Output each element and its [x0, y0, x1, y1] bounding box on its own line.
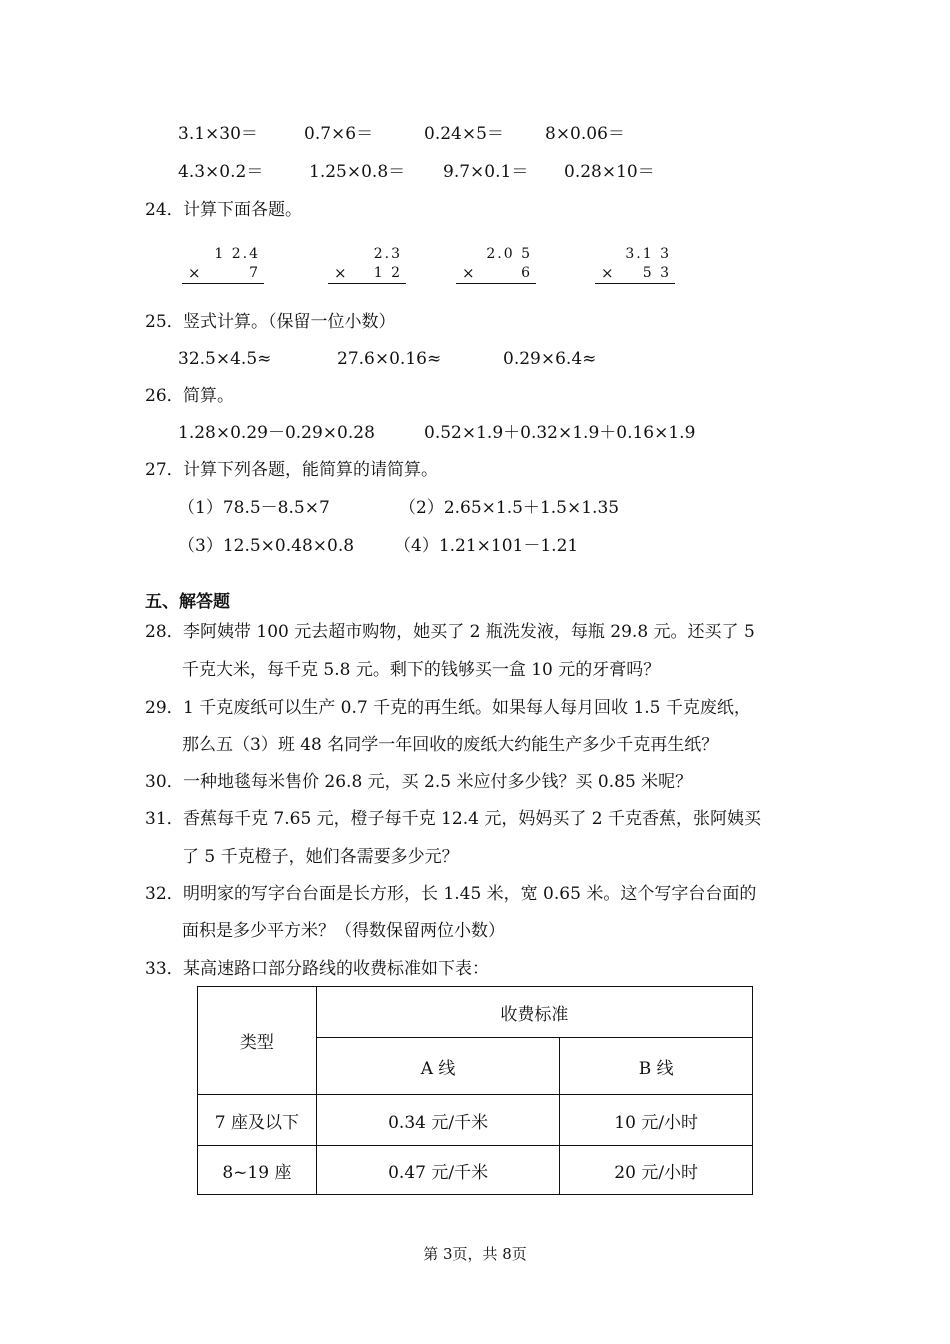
type-cell: 7 座及以下: [198, 1095, 317, 1146]
toll-fee-table: [197, 986, 753, 1195]
calc-rule-line: [595, 283, 675, 284]
question-text: 简算。: [183, 386, 234, 406]
question-25: [145, 311, 396, 333]
question-text: 1 千克废纸可以生产 0.7 千克的再生纸。如果每人每月回收 1.5 千克废纸，: [183, 698, 751, 718]
line-a-cell: 0.47 元/千米: [316, 1146, 560, 1195]
vertical-multiplication: [456, 246, 536, 286]
question-27: [145, 459, 438, 481]
question-text: 竖式计算。（保留一位小数）: [183, 312, 396, 332]
question-number: 32．: [145, 884, 184, 904]
calc-item: （1）78.5－8.5×7: [178, 498, 330, 518]
question-text: 李阿姨带 100 元去超市购物，她买了 2 瓶洗发液，每瓶 29.8 元。还买了 5: [183, 622, 755, 642]
question-30: [145, 771, 692, 793]
times-sign: ×: [462, 264, 475, 282]
question-26: [145, 385, 234, 407]
question-text: 一种地毯每米售价 26.8 元，买 2.5 米应付多少钱？买 0.85 米呢？: [183, 772, 693, 792]
calc-item: 32.5×4.5≈: [178, 349, 272, 369]
question-24: [145, 199, 302, 221]
multiplicand: 2.0 5: [486, 246, 532, 262]
question-text: 计算下列各题，能简算的请简算。: [183, 460, 438, 480]
question-28: [145, 621, 755, 643]
vertical-multiplication: [328, 246, 406, 286]
question-number: 31．: [145, 809, 184, 829]
oral-calc-item: 0.7×6＝: [304, 124, 374, 144]
line-b-cell: 20 元/小时: [560, 1146, 753, 1195]
line-a-header-cell: A 线: [316, 1038, 560, 1095]
calc-item: （2）2.65×1.5＋1.5×1.35: [399, 498, 620, 518]
multiplicand: 1 2.4: [214, 246, 260, 262]
table-header-row: [198, 987, 753, 1038]
calc-item: 0.29×6.4≈: [503, 349, 597, 369]
multiplicand: 3.1 3: [625, 246, 671, 262]
times-sign: ×: [601, 264, 614, 282]
oral-calc-item: 1.25×0.8＝: [309, 162, 406, 182]
table-row: [198, 1146, 753, 1195]
question-29: [145, 697, 751, 719]
question-text: 某高速路口部分路线的收费标准如下表：: [183, 959, 489, 979]
oral-calc-item: 3.1×30＝: [178, 124, 258, 144]
calc-item: 0.52×1.9＋0.32×1.9＋0.16×1.9: [424, 423, 696, 443]
question-text: 明明家的写字台台面是长方形，长 1.45 米，宽 0.65 米。这个写字台台面的: [183, 884, 757, 904]
question-text: 香蕉每千克 7.65 元，橙子每千克 12.4 元，妈妈买了 2 千克香蕉，张阿姨买: [183, 809, 761, 829]
question-text-continued: 那么五（3）班 48 名同学一年回收的废纸大约能生产多少千克再生纸？: [182, 735, 719, 755]
type-cell: 8~19 座: [198, 1146, 317, 1195]
oral-calc-item: 8×0.06＝: [545, 124, 625, 144]
oral-calc-item: 4.3×0.2＝: [178, 162, 264, 182]
multiplier: 6: [521, 265, 532, 281]
question-33: [145, 958, 489, 980]
question-number: 27．: [145, 460, 184, 480]
question-text-continued: 面积是多少平方米？（得数保留两位小数）: [182, 921, 505, 941]
line-b-header-cell: B 线: [560, 1038, 753, 1095]
question-text: 计算下面各题。: [183, 200, 302, 220]
question-text-continued: 了 5 千克橙子，她们各需要多少元？: [182, 847, 459, 867]
question-number: 30．: [145, 772, 184, 792]
fee-header-cell: 收费标准: [316, 987, 752, 1038]
calc-item: （3）12.5×0.48×0.8: [178, 536, 355, 556]
question-32: [145, 883, 756, 905]
question-number: 28．: [145, 622, 184, 642]
vertical-multiplication: [182, 246, 264, 286]
table-row: [198, 1095, 753, 1146]
calc-item: （4）1.21×101－1.21: [394, 536, 579, 556]
multiplier: 1 2: [373, 265, 402, 281]
calc-item: 1.28×0.29－0.29×0.28: [178, 423, 375, 443]
calc-rule-line: [182, 283, 264, 284]
question-31: [145, 808, 761, 830]
times-sign: ×: [334, 264, 347, 282]
multiplier: 7: [249, 265, 260, 281]
page-footer: 第 3页，共 8页: [423, 1245, 527, 1263]
question-number: 33．: [145, 959, 184, 979]
calc-rule-line: [328, 283, 406, 284]
vertical-multiplication: [595, 246, 675, 286]
multiplicand: 2.3: [373, 246, 402, 262]
question-text-continued: 千克大米，每千克 5.8 元。剩下的钱够买一盒 10 元的牙膏吗？: [182, 660, 661, 680]
oral-calc-item: 0.24×5＝: [424, 124, 504, 144]
question-number: 29．: [145, 698, 184, 718]
line-a-cell: 0.34 元/千米: [316, 1095, 560, 1146]
calc-item: 27.6×0.16≈: [337, 349, 442, 369]
question-number: 24．: [145, 200, 184, 220]
oral-calc-item: 9.7×0.1＝: [443, 162, 529, 182]
question-number: 25．: [145, 312, 184, 332]
calc-rule-line: [456, 283, 536, 284]
oral-calc-item: 0.28×10＝: [564, 162, 655, 182]
multiplier: 5 3: [642, 265, 671, 281]
times-sign: ×: [188, 264, 201, 282]
question-number: 26．: [145, 386, 184, 406]
section-heading: 五、解答题: [145, 592, 230, 612]
line-b-cell: 10 元/小时: [560, 1095, 753, 1146]
type-header-cell: 类型: [198, 987, 317, 1095]
